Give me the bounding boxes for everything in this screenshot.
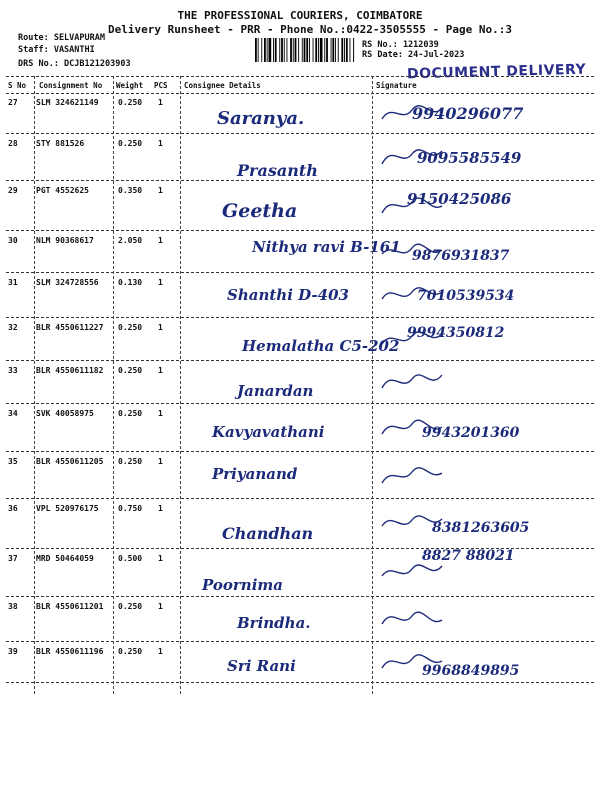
table-row: [6, 317, 594, 361]
consignment-number: VPL 520976175: [36, 504, 99, 513]
pieces: 1: [158, 278, 163, 287]
consignment-number: PGT 4552625: [36, 186, 89, 195]
drs-number: DRS No.: DCJB121203903: [18, 59, 131, 69]
table-row: [6, 230, 594, 273]
consignment-number: NLM 90368617: [36, 236, 94, 245]
consignment-number: BLR 4550611196: [36, 647, 104, 656]
pieces: 1: [158, 323, 163, 332]
weight: 0.250: [118, 323, 143, 332]
signature-scribble: [378, 460, 448, 490]
consignee-handwriting: Chandhan: [222, 524, 314, 543]
weight: 0.250: [118, 409, 143, 418]
consignment-number: SLM 324621149: [36, 98, 99, 107]
weight: 2.050: [118, 236, 143, 245]
weight: 0.250: [118, 139, 143, 148]
signature-scribble: [378, 142, 448, 172]
serial-number: 32: [8, 323, 18, 332]
table-row: [6, 451, 594, 499]
runsheet-subtitle: Delivery Runsheet - PRR - Phone No.:0422-3505555 - Page No.:3: [108, 23, 512, 36]
signature-scribble: [378, 98, 448, 128]
weight: 0.250: [118, 647, 143, 656]
consignee-handwriting: Nithya ravi B-161: [252, 238, 401, 256]
rs-number: RS No.: 1212039: [362, 40, 439, 50]
serial-number: 31: [8, 278, 18, 287]
table-row: [6, 272, 594, 318]
pieces: 1: [158, 602, 163, 611]
pieces: 1: [158, 554, 163, 563]
barcode: [255, 38, 355, 62]
serial-number: 35: [8, 457, 18, 466]
table-row: [6, 360, 594, 404]
signature-scribble: [378, 604, 448, 634]
consignment-number: BLR 4550611201: [36, 602, 104, 611]
table-row: [6, 133, 594, 181]
column-divider: [113, 76, 114, 694]
signature-scribble: [378, 412, 448, 442]
pieces: 1: [158, 139, 163, 148]
weight: 0.250: [118, 602, 143, 611]
weight: 0.750: [118, 504, 143, 513]
pieces: 1: [158, 409, 163, 418]
route-label: Route: SELVAPURAM: [18, 33, 105, 43]
weight: 0.500: [118, 554, 143, 563]
serial-number: 39: [8, 647, 18, 656]
signature-handwriting: 9940296077: [412, 104, 524, 123]
signature-scribble: [378, 280, 448, 310]
consignee-handwriting: Kavyavathani: [212, 423, 325, 441]
pieces: 1: [158, 504, 163, 513]
company-title: THE PROFESSIONAL COURIERS, COIMBATORE: [177, 9, 423, 22]
signature-handwriting: 8827 88021: [422, 548, 515, 564]
col-consignee: Consignee Details: [184, 81, 261, 90]
signature-handwriting: 9876931837: [412, 248, 510, 264]
consignee-handwriting: Shanthi D-403: [227, 286, 349, 304]
signature-scribble: [378, 647, 448, 677]
table-row: [6, 548, 594, 597]
col-sno: S No: [8, 81, 27, 90]
serial-number: 36: [8, 504, 18, 513]
signature-scribble: [378, 190, 448, 220]
serial-number: 33: [8, 366, 18, 375]
document-delivery-stamp: DOCUMENT DELIVERY: [406, 61, 587, 83]
consignment-number: SLM 324728556: [36, 278, 99, 287]
weight: 0.250: [118, 366, 143, 375]
consignee-handwriting: Sri Rani: [227, 657, 296, 675]
col-consignment: Consignment No: [39, 81, 103, 90]
signature-handwriting: 9095585549: [417, 149, 522, 167]
serial-number: 29: [8, 186, 18, 195]
table-row: [6, 498, 594, 549]
serial-number: 30: [8, 236, 18, 245]
signature-handwriting: 9994350812: [407, 325, 505, 341]
signature-handwriting: 8381263605: [432, 520, 530, 536]
rs-date: RS Date: 24-Jul-2023: [362, 50, 465, 60]
column-divider: [34, 76, 35, 694]
table-row: [6, 596, 594, 642]
consignee-handwriting: Hemalatha C5-202: [242, 337, 400, 355]
consignee-handwriting: Prasanth: [237, 161, 318, 180]
signature-scribble: [378, 367, 448, 397]
col-signature: Signature: [376, 81, 417, 90]
column-divider: [180, 76, 181, 694]
signature-scribble: [378, 324, 448, 354]
serial-number: 28: [8, 139, 18, 148]
pieces: 1: [158, 98, 163, 107]
col-weight: Weight: [116, 81, 144, 90]
table-row: [6, 641, 594, 683]
pieces: 1: [158, 236, 163, 245]
serial-number: 27: [8, 98, 18, 107]
weight: 0.130: [118, 278, 143, 287]
pieces: 1: [158, 647, 163, 656]
consignee-handwriting: Saranya.: [217, 108, 305, 129]
consignment-number: MRD 50464059: [36, 554, 94, 563]
consignment-number: SVK 40058975: [36, 409, 94, 418]
pieces: 1: [158, 457, 163, 466]
table-row: [6, 92, 594, 134]
serial-number: 37: [8, 554, 18, 563]
consignee-handwriting: Geetha: [222, 200, 298, 222]
weight: 0.250: [118, 98, 143, 107]
consignee-handwriting: Janardan: [237, 382, 314, 400]
pieces: 1: [158, 186, 163, 195]
column-divider: [372, 76, 373, 694]
serial-number: 34: [8, 409, 18, 418]
consignee-handwriting: Priyanand: [212, 465, 298, 483]
consignment-number: STY 881526: [36, 139, 85, 148]
signature-handwriting: 9968849895: [422, 663, 520, 679]
serial-number: 38: [8, 602, 18, 611]
signature-scribble: [378, 508, 448, 538]
pieces: 1: [158, 366, 163, 375]
consignee-handwriting: Poornima: [202, 576, 283, 594]
weight: 0.350: [118, 186, 143, 195]
consignment-number: BLR 4550611182: [36, 366, 104, 375]
signature-handwriting: 7010539534: [417, 288, 515, 304]
col-pcs: PCS: [154, 81, 168, 90]
signature-scribble: [378, 236, 448, 266]
consignment-number: BLR 4550611227: [36, 323, 104, 332]
consignment-number: BLR 4550611205: [36, 457, 104, 466]
staff-label: Staff: VASANTHI: [18, 45, 95, 55]
signature-handwriting: 9150425086: [407, 190, 512, 208]
weight: 0.250: [118, 457, 143, 466]
signature-handwriting: 9943201360: [422, 425, 520, 441]
table-row: [6, 403, 594, 452]
signature-scribble: [378, 557, 448, 587]
table-row: [6, 180, 594, 231]
consignee-handwriting: Brindha.: [237, 614, 311, 632]
